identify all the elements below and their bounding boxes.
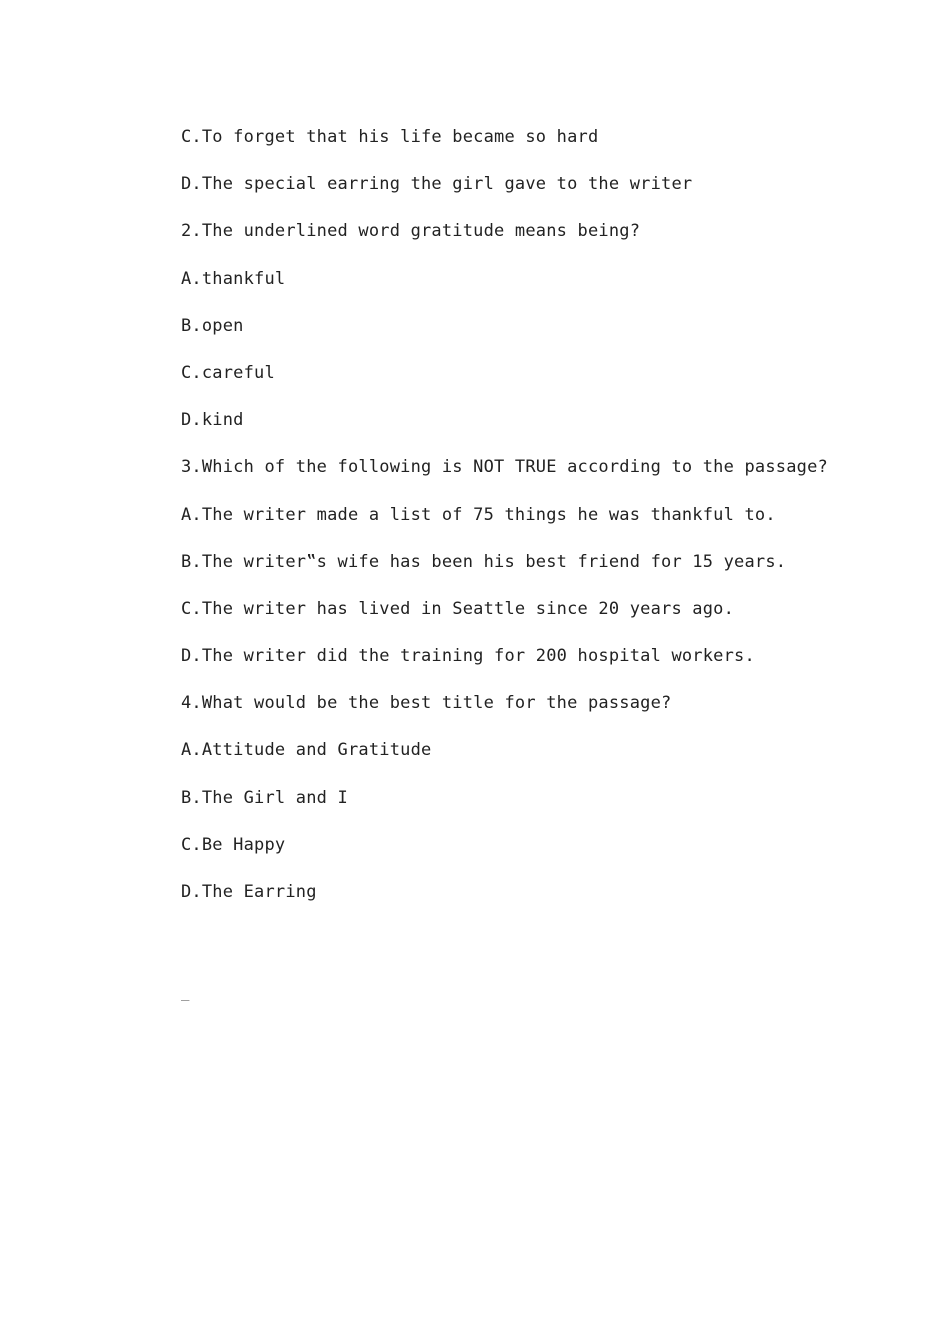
question-text: 3.Which of the following is NOT TRUE according to the passage? [181,457,828,478]
answer-option: C.Be Happy [181,834,286,855]
question-lines [181,124,861,926]
footer-mark: _ [181,985,190,1001]
answer-option: D.The special earring the girl gave to the writer [181,174,693,195]
answer-option: C.The writer has lived in Seattle since 20 years ago. [181,598,735,619]
answer-option: A.Attitude and Gratitude [181,740,432,761]
answer-option: C.careful [181,362,275,383]
answer-option: D.The writer did the training for 200 hospital workers. [181,646,755,667]
answer-option: B.The writer‟s wife has been his best friend for 15 years. [181,551,787,572]
question-text: 4.What would be the best title for the passage? [181,693,672,714]
answer-option: B.The Girl and I [181,787,348,808]
answer-option: A.thankful [181,268,286,289]
question-text: 2.The underlined word gratitude means being? [181,221,641,242]
answer-option: D.The Earring [181,882,317,902]
answer-option: A.The writer made a list of 75 things he was thankful to. [181,504,776,525]
answer-option: B.open [181,315,244,336]
answer-option: D.kind [181,410,244,431]
answer-option: C.To forget that his life became so hard [181,127,599,147]
